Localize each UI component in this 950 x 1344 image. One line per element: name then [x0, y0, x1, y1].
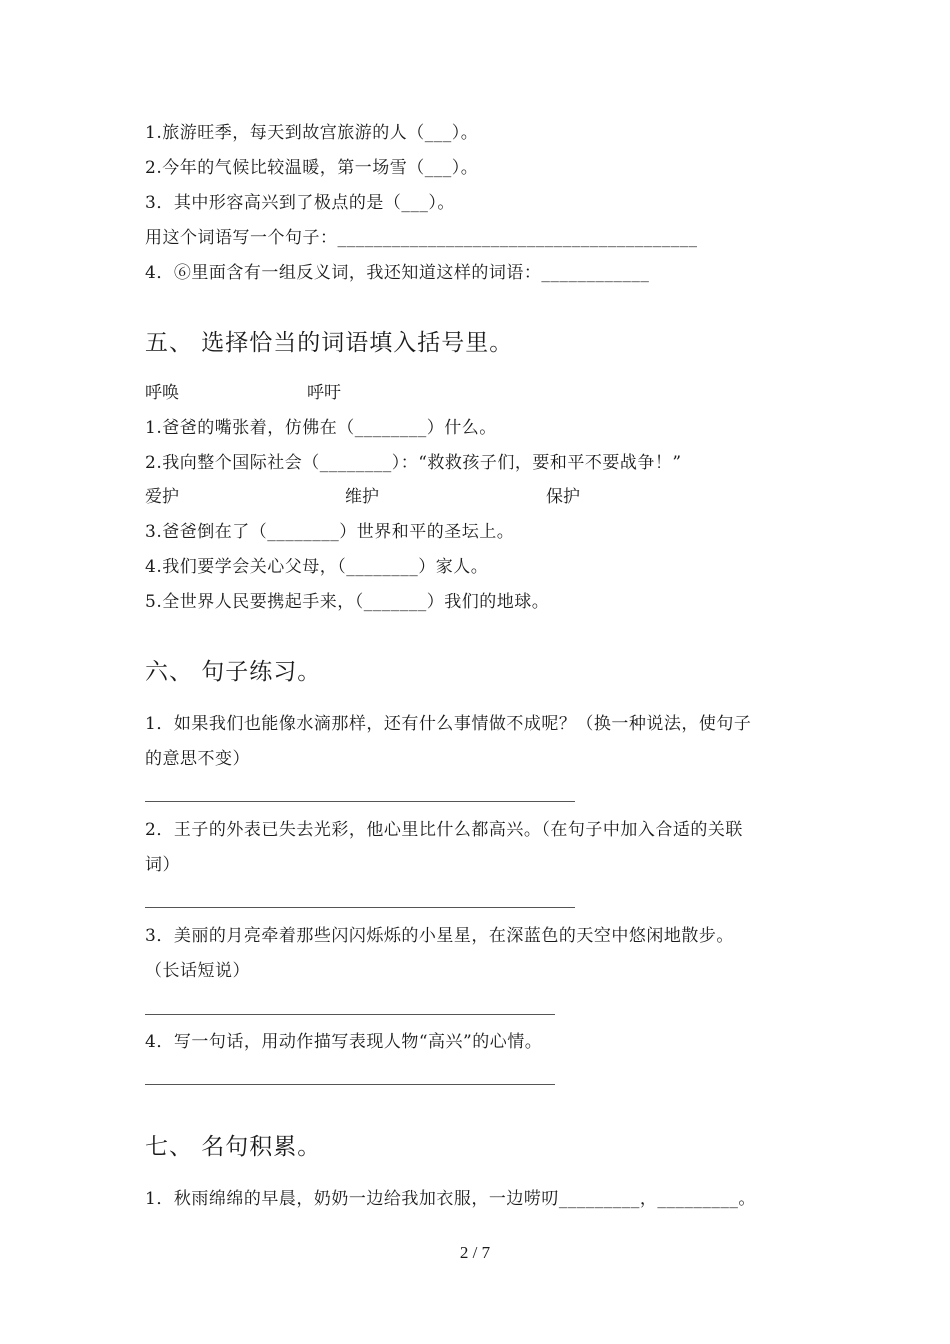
s6-question-4: 4．写一句话，用动作描写表现人物“高兴”的心情。 — [145, 1032, 543, 1052]
word-option: 呼唤 — [145, 383, 179, 403]
s6-question-2: 2．王子的外表已失去光彩，他心里比什么都高兴。（在句子中加入合适的关联 — [145, 820, 743, 840]
word-option: 保护 — [546, 487, 580, 507]
answer-line — [145, 1014, 555, 1015]
page-number: 2 / 7 — [459, 1243, 491, 1262]
s5-question-2: 2.我向整个国际社会（________）：“救救孩子们，要和平不要战争！” — [145, 453, 682, 473]
s6-question-3-cont: （长话短说） — [145, 961, 250, 981]
section-6-title: 六、 句子练习。 — [145, 659, 322, 685]
s6-question-2-cont: 词） — [145, 855, 180, 875]
s6-question-3: 3．美丽的月亮牵着那些闪闪烁烁的小星星，在深蓝色的天空中悠闲地散步。 — [145, 926, 734, 946]
s6-question-1-cont: 的意思不变） — [145, 749, 250, 769]
s4-question-3: 3．其中形容高兴到了极点的是（___）。 — [145, 193, 455, 213]
s4-question-2: 2.今年的气候比较温暖，第一场雪（___）。 — [145, 158, 479, 178]
answer-line — [145, 801, 575, 802]
word-option: 维护 — [345, 487, 379, 507]
s4-question-4: 4．⑥里面含有一组反义词，我还知道这样的词语：____________ — [145, 263, 650, 283]
answer-line — [145, 907, 575, 908]
word-option: 呼吁 — [307, 383, 341, 403]
s5-question-1: 1.爸爸的嘴张着，仿佛在（________）什么。 — [145, 418, 497, 438]
answer-line — [145, 1084, 555, 1085]
s5-question-5: 5.全世界人民要携起手来，（_______）我们的地球。 — [145, 592, 550, 612]
s4-question-3-sentence: 用这个词语写一个句子：________________________________________ — [145, 228, 698, 248]
s5-question-4: 4.我们要学会关心父母，（________）家人。 — [145, 557, 489, 577]
s6-question-1: 1．如果我们也能像水滴那样，还有什么事情做不成呢？（换一种说法，使句子 — [145, 714, 752, 734]
s7-question-1: 1．秋雨绵绵的早晨，奶奶一边给我加衣服，一边唠叨_________，_________。 — [145, 1189, 756, 1209]
section-7-title: 七、 名句积累。 — [145, 1134, 322, 1160]
s4-question-1: 1.旅游旺季，每天到故宫旅游的人（___）。 — [145, 123, 479, 143]
s5-question-3: 3.爸爸倒在了（________）世界和平的圣坛上。 — [145, 522, 515, 542]
section-5-title: 五、 选择恰当的词语填入括号里。 — [145, 330, 514, 356]
word-option: 爱护 — [145, 487, 179, 507]
